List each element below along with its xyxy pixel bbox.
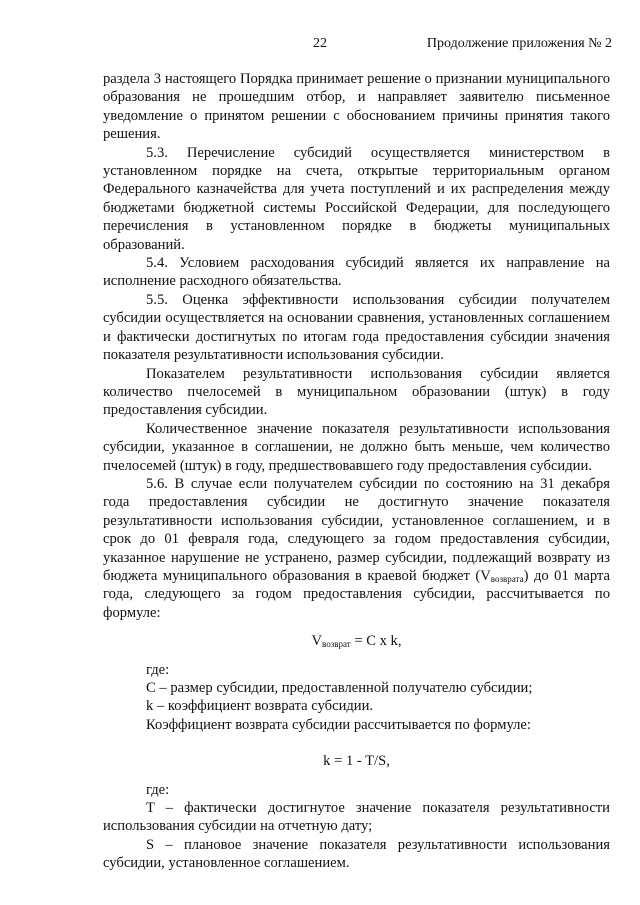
definition-t: T – фактически достигнутое значение показателя результативности использования субсидии на отчетную дату; <box>103 800 610 835</box>
v-return-subscript: возврата <box>490 573 524 584</box>
paragraph-section3-decision: раздела 3 настоящего Порядка принимает решение о признании муниципального образования не прошедшим отбор, и направляет заявителю письменное уведомление о принятом решении с обоснованием причины принятия такого решения. <box>103 71 610 143</box>
paragraph-quantitative-value: Количественное значение показателя результативности использования субсидии, указанное в соглашении, не должно быть меньше, чем количество пчелосемей (штук) в году, предшествовавшего году предоставления субсидии. <box>103 420 610 474</box>
page-number: 22 <box>313 36 327 51</box>
where-label-1: где: <box>146 661 170 678</box>
formula-lhs: V <box>311 633 323 650</box>
definition-c: C – размер субсидии, предоставленной получателю субсидии; <box>146 680 533 696</box>
formula-return-amount <box>103 632 610 650</box>
where-label-2: где: <box>146 781 170 798</box>
paragraph-indicator: Показателем результативности использования субсидии является количество пчелосемей в муниципальном образовании (штук) в году предоставления субсидии. <box>103 365 610 419</box>
formula-subscript: возврат <box>322 639 351 650</box>
paragraph-5-6-text-b: ) до 01 марта года, следующего за годом предоставления субсидии, рассчитывается по формуле: <box>103 567 610 621</box>
appendix-continuation-label: Продолжение приложения № 2 <box>426 36 612 51</box>
formula-coefficient: k = 1 - T/S, <box>323 753 390 770</box>
paragraph-5-4: 5.4. Условием расходования субсидий является их направление на исполнение расходного обязательства. <box>103 255 610 290</box>
formula-rhs: = C x k, <box>350 633 402 650</box>
paragraph-5-6-text-a: 5.6. В случае если получателем субсидии по состоянию на 31 декабря года предоставления субсидии не достигнуто значение показателя результативности использования субсидии, установленное соглашением, и в срок до 01 февраля года, следующего за годом предоставления субсидии, указанное нарушение не устранено, размер субсидии, подлежащий возврату из бюджета муниципального образования в краевой бюджет (V <box>103 475 610 584</box>
coefficient-intro: Коэффициент возврата субсидии рассчитывается по формуле: <box>146 716 531 733</box>
paragraph-5-3: 5.3. Перечисление субсидий осуществляется министерством в установленном порядке на счета, открытые территориальным органом Федерального казначейства для учета поступлений и их распределения между бюджетами бюджетной системы Российской Федерации, для последующего перечисления в установленном порядке в бюджеты муниципальных образований. <box>103 144 610 253</box>
definition-s: S – плановое значение показателя результативности использования субсидии, установленное соглашением. <box>103 836 610 872</box>
paragraph-5-6 <box>103 475 610 622</box>
definition-k: k – коэффициент возврата субсидии. <box>146 698 374 715</box>
document-body <box>103 70 610 873</box>
paragraph-5-5: 5.5. Оценка эффективности использования субсидии получателем субсидии осуществляется на основании сравнения, установленных соглашением и фактически достигнутых по итогам года предоставления субсидии значения показателя результативности использования субсидии. <box>103 291 610 364</box>
